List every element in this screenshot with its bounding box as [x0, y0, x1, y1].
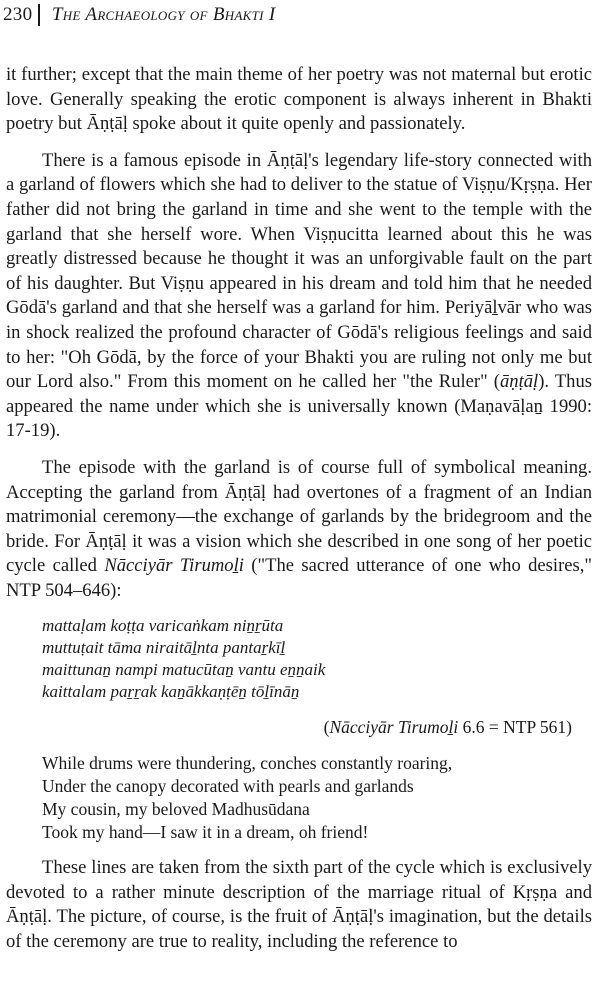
paragraph-marriage-ritual: These lines are taken from the sixth part of the cycle which is exclusively devoted to a rather minute description of the marriage ritual of Kṛṣṇa and Āṇṭāḷ. The picture, of course, is the fruit of Āṇṭāḷ's imagination, but the details of the ceremony are true to reality, including the reference to — [6, 857, 592, 952]
paragraph-garland-episode — [6, 149, 592, 444]
paragraph-continuation: it further; except that the main theme of her poetry was not maternal but erotic love. Generally speaking the erotic component is always inherent in Bhakti poetry but Āṇṭāḷ spoke about it quite openly and passionately. — [6, 64, 592, 135]
verse-citation — [6, 715, 592, 740]
verse-line: kaittalam paṟṟak kaṉākkaṇṭēṉ tōḻīnāṉ — [42, 682, 300, 702]
paragraph-text: There is a famous episode in Āṇṭāḷ's legendary life-story connected with a garland of flowers which she had to deliver to the statue of Viṣṇu/Kṛṣṇa. Her father did not bring the garland in time and she went to the temple with the garland that she herself wore. When Viṣṇucitta learned about this he was greatly distressed because he thought it was an unforgivable fault on the part of his daughter. But Viṣṇu appeared in his dream and told him that he needed Gōdā's garland and that she herself was a garland for him. Periyāḻvār who was in shock realized the profound character of Gōdā's religious feelings and said to her: "Oh Gōdā, by the force of your Bhakti you are ruling not only me but our Lord also." From this moment on he called her "the Ruler" ( — [6, 149, 592, 393]
verse-translation — [42, 752, 592, 844]
translation-line: My cousin, my beloved Madhusūdana — [42, 799, 310, 820]
citation-open: ( — [323, 717, 330, 738]
running-title: The Archaeology of Bhakti I — [51, 4, 276, 25]
page-number: 230 — [3, 4, 33, 25]
header-divider — [38, 4, 40, 26]
verse-line: muttuṭait tāma niraitāḻnta pantaṟkīḻ — [42, 638, 286, 658]
paragraph-text: The episode with the garland is of course full of symbolical meaning. Accepting the garland from Āṇṭāḷ had overtones of a fragment of an Indian matrimonial ceremony—the exchange of garlands by the bridegroom and the bride. For Āṇṭāḷ it was a vision which she described in one song of her poetic cycle called — [6, 456, 592, 577]
translation-line: While drums were thundering, conches constantly roaring, — [42, 753, 453, 774]
citation-title: Nācciyār Tirumoḻi — [329, 717, 459, 738]
paragraph-symbolism — [6, 456, 592, 604]
translation-line: Under the canopy decorated with pearls and garlands — [42, 776, 414, 797]
paragraph-text: ). Thus appeared the name under which she is universally known (Maṇavāḷaṉ 1990: 17-19). — [6, 371, 593, 442]
running-header — [3, 4, 276, 26]
verse-line: mattaḷam koṭṭa varicaṅkam niṉṟūta — [42, 616, 284, 636]
tamil-verse — [42, 615, 592, 703]
citation-reference: 6.6 = NTP 561) — [458, 717, 572, 738]
verse-line: maittunaṉ nampi matucūtaṉ vantu eṉṉaik — [42, 660, 326, 680]
translation-line: Took my hand—I saw it in a dream, oh friend! — [42, 822, 369, 843]
paragraph-text: ("The sacred utterance of one who desires," NTP 504–646): — [6, 555, 593, 601]
page-body — [6, 63, 592, 954]
italic-term-antal: āṇṭāḷ — [499, 371, 539, 393]
work-title: Nācciyār Tirumoḻi — [104, 555, 244, 577]
